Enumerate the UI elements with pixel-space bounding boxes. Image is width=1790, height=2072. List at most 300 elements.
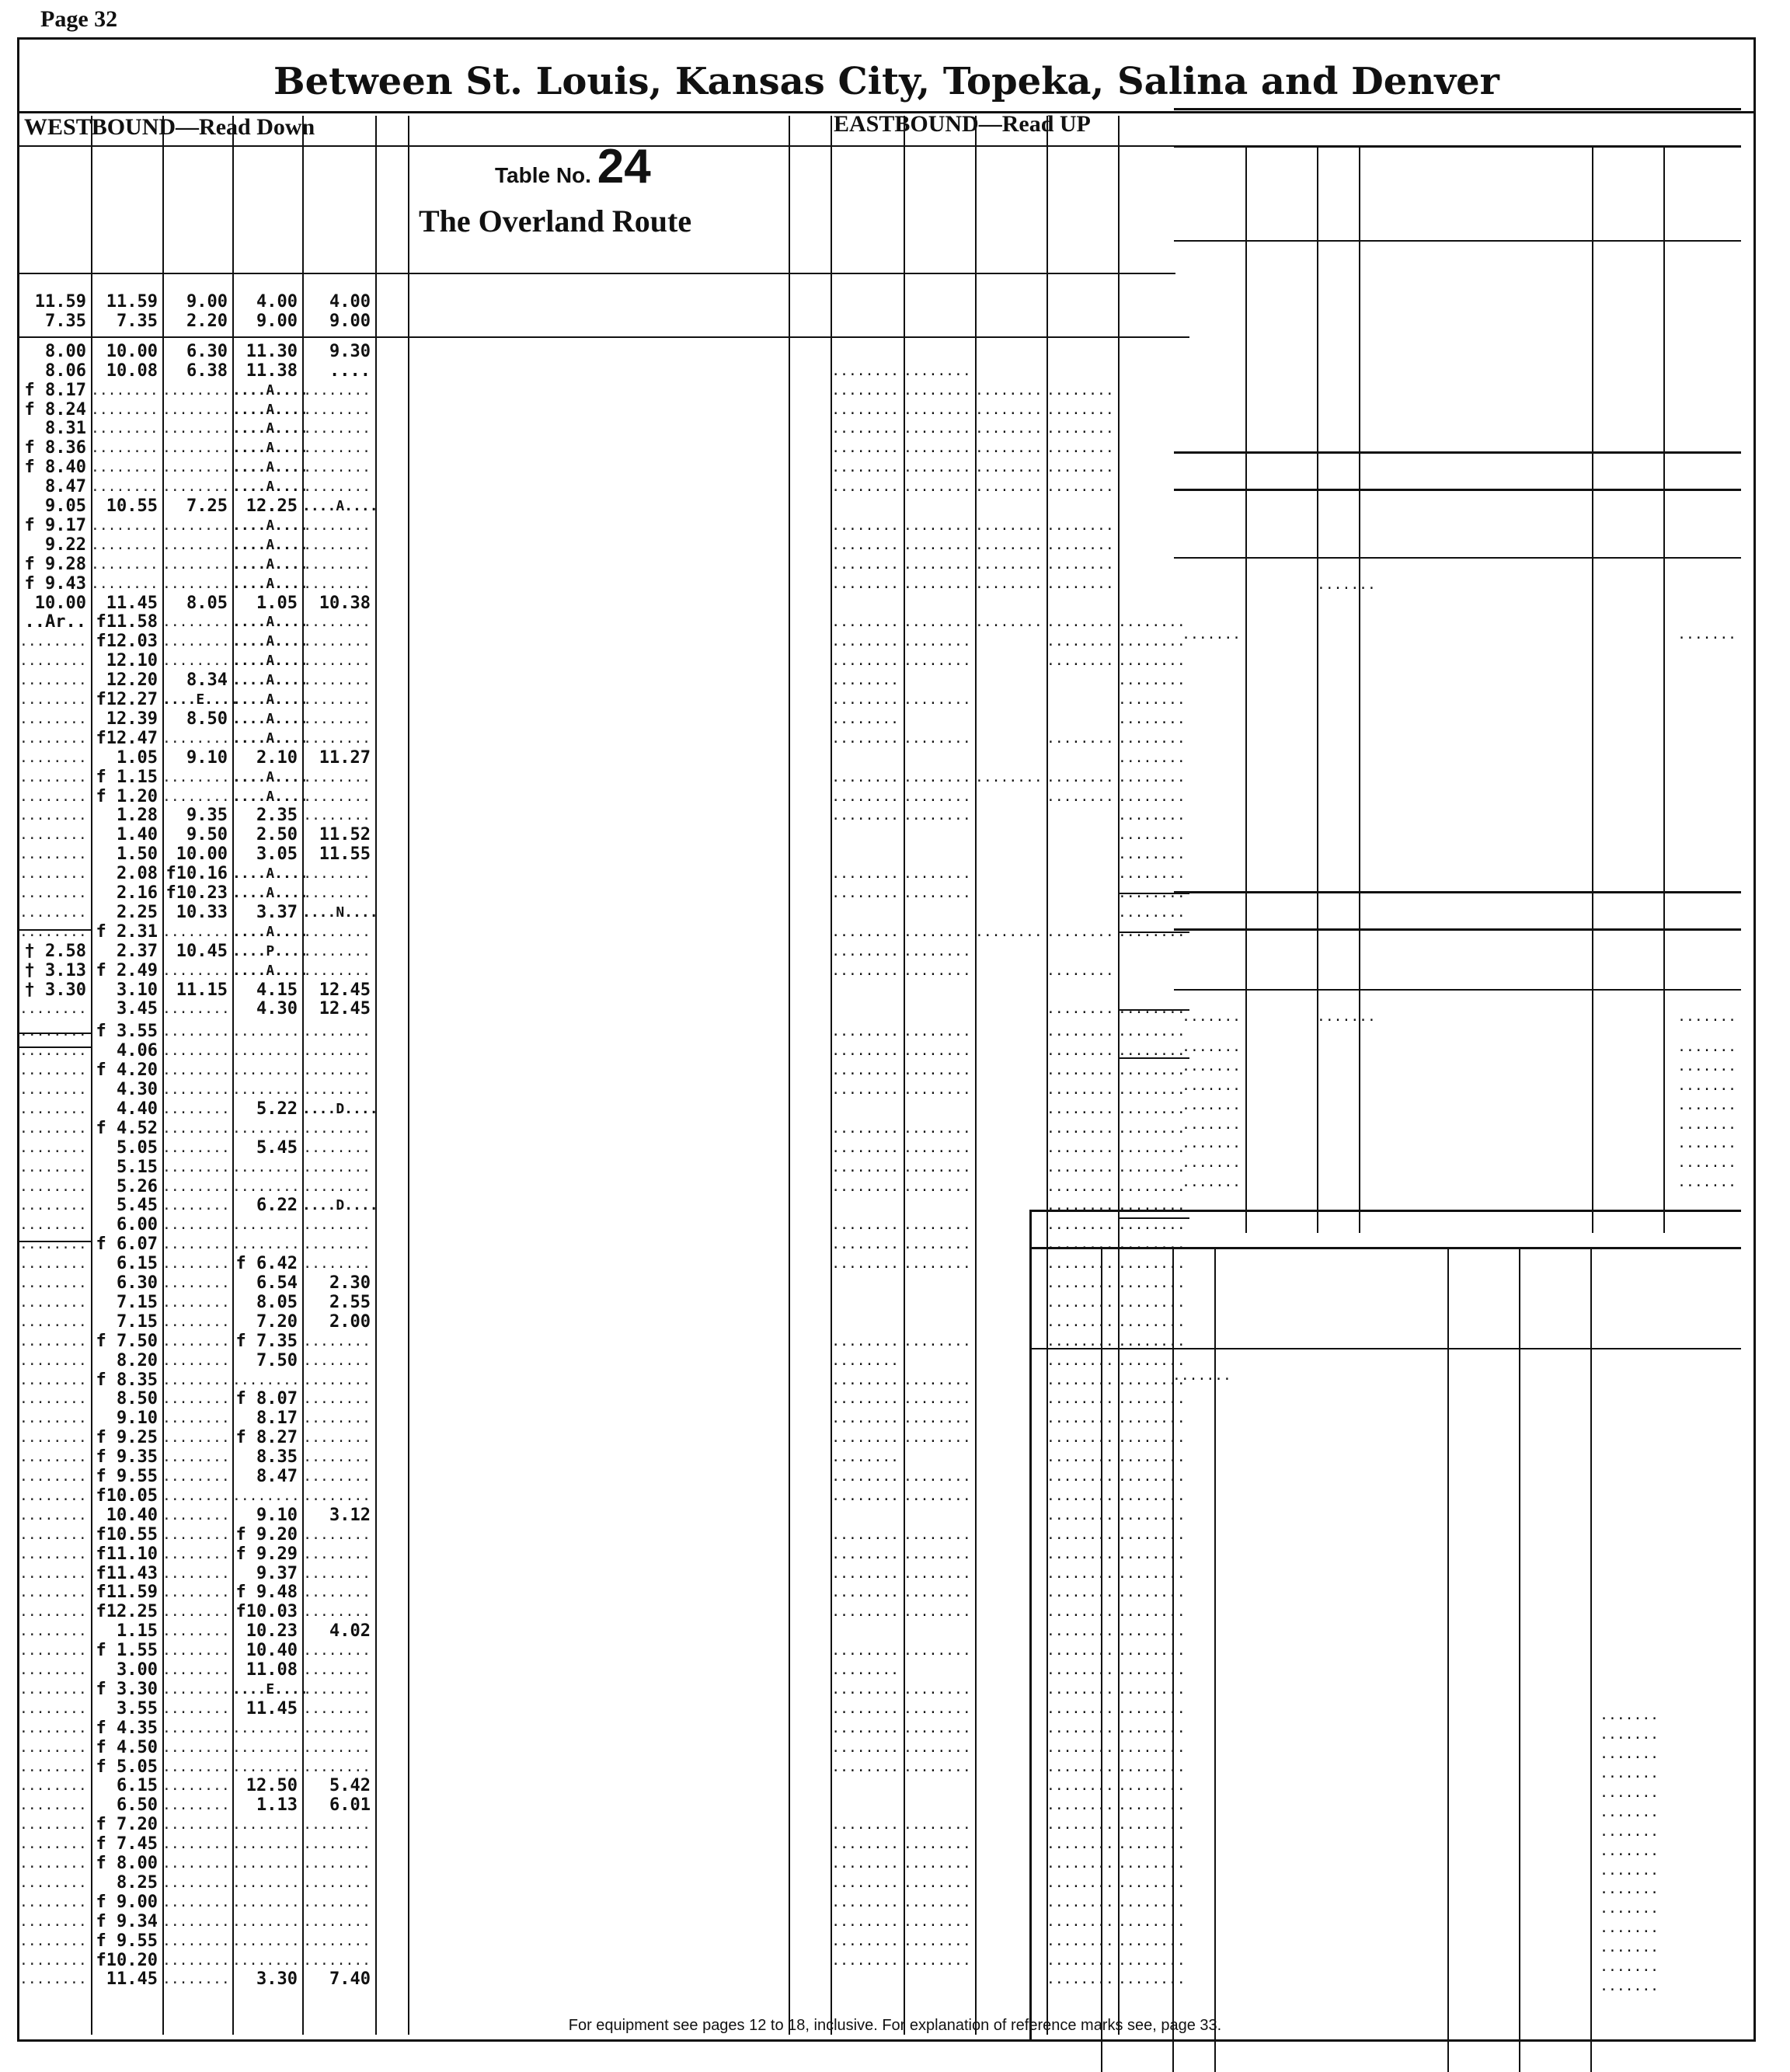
row-t28-9 — [1029, 1551, 1741, 1571]
wb-time: ........ — [303, 1642, 371, 1659]
wb-time: ........ — [232, 1855, 300, 1872]
wb-time: f 9.20 — [235, 1524, 298, 1544]
wb-time: 1.13 — [256, 1795, 298, 1816]
eb-time: ........ — [904, 865, 971, 883]
wb-time: ........ — [303, 1758, 371, 1775]
wb-time: 1.05 — [117, 747, 158, 768]
eb-time: ........ — [904, 517, 971, 534]
wb-time: ........ — [19, 1023, 87, 1040]
wb-time: ........ — [162, 1506, 230, 1524]
eb-time: ........ — [1046, 440, 1114, 457]
t24-row-10 — [19, 497, 1189, 517]
row-t27-8 — [1174, 1173, 1741, 1193]
wb-time: 5.26 — [117, 1176, 158, 1196]
wb-time: ........ — [162, 1294, 230, 1311]
pad: ....... — [1182, 1135, 1241, 1152]
wb-time: ........ — [162, 1158, 230, 1175]
wb-time: ........ — [162, 1468, 230, 1485]
wb-time: ........ — [19, 730, 87, 747]
wb-time: ........ — [303, 653, 371, 670]
t24-row-16 — [19, 613, 1189, 632]
eb-time: ........ — [1118, 1816, 1186, 1833]
side-rule — [19, 1241, 91, 1242]
t24-row-21 — [19, 710, 1189, 730]
t24-row-73 — [19, 1719, 1189, 1739]
wb-time: 1.15 — [117, 1621, 158, 1642]
eb-time: ........ — [1046, 1623, 1114, 1640]
side-rule — [1118, 1217, 1189, 1219]
wb-time: ........ — [303, 1352, 371, 1369]
wb-time: f10.03 — [235, 1602, 298, 1622]
eb-time: ........ — [831, 730, 899, 747]
wb-time: ........ — [232, 1236, 300, 1253]
eb-time: ........ — [831, 1236, 899, 1253]
wb-time: 9.10 — [186, 747, 228, 768]
wb-time: 8.31 — [45, 419, 86, 439]
wb-time: ........ — [162, 440, 230, 457]
t24-row-26 — [19, 806, 1189, 826]
wb-time: ........ — [232, 1043, 300, 1060]
wb-time: ........ — [303, 401, 371, 418]
wb-time: ........ — [162, 575, 230, 592]
wb-time: ........ — [19, 1043, 87, 1060]
row-t28-24 — [1029, 1842, 1741, 1861]
wb-time: f 8.17 — [24, 380, 86, 400]
wb-time: 1.40 — [117, 825, 158, 845]
pad: ....... — [1677, 1154, 1736, 1172]
eb-time: ........ — [831, 1719, 899, 1736]
eb-time: ........ — [904, 1855, 971, 1872]
eb-time: ........ — [975, 420, 1043, 437]
t24-row-3 — [19, 362, 1189, 381]
wb-time: ........ — [303, 1410, 371, 1427]
t24-row-45 — [19, 1178, 1189, 1197]
t24-row-76 — [19, 1777, 1189, 1796]
wb-time: ........ — [303, 1178, 371, 1195]
eb-time: ........ — [975, 479, 1043, 496]
t24-row-74 — [19, 1739, 1189, 1758]
wb-time: ........ — [162, 420, 230, 437]
eb-time: ........ — [831, 459, 899, 476]
t24-row-0 — [19, 293, 1189, 312]
wb-time: ........ — [162, 1855, 230, 1872]
wb-time: ........ — [232, 1158, 300, 1175]
wb-time: ........ — [162, 1526, 230, 1543]
eb-time: ........ — [1118, 1874, 1186, 1891]
wb-time: ........ — [19, 1081, 87, 1098]
t24-row-83 — [19, 1913, 1189, 1932]
wb-time: ........ — [19, 1294, 87, 1311]
eb-time: ........ — [1046, 1410, 1114, 1427]
wb-time: 10.55 — [106, 496, 158, 516]
wb-time: ........ — [19, 923, 87, 940]
t24-row-71 — [19, 1680, 1189, 1700]
row-t25-7 — [1174, 405, 1741, 424]
wb-time: ..Ar.. — [24, 612, 86, 632]
pad: ....... — [1182, 1116, 1241, 1133]
eb-time: ........ — [904, 1680, 971, 1698]
eb-time: ........ — [831, 962, 899, 979]
row-t28-14 — [1029, 1649, 1741, 1668]
eb-time: ........ — [831, 942, 899, 959]
wb-time: ........ — [162, 1797, 230, 1814]
row-t26-8 — [1174, 752, 1741, 771]
time: ....... — [1600, 1842, 1659, 1859]
miles: ....... — [1172, 1367, 1231, 1384]
eb-time: ........ — [904, 1526, 971, 1543]
wb-time: ........ — [162, 1043, 230, 1060]
wb-time: 6.01 — [329, 1795, 371, 1816]
pad: ....... — [1182, 1154, 1241, 1172]
eb-time: ........ — [1118, 1797, 1186, 1814]
wb-time: ........ — [162, 1913, 230, 1930]
wb-time: ....A.... — [302, 498, 378, 514]
eb-time: ........ — [1046, 1662, 1114, 1678]
row-t28-5 — [1029, 1475, 1741, 1494]
wb-time: 4.30 — [256, 999, 298, 1019]
wb-time: ....A.... — [232, 885, 308, 901]
wb-time: ....A.... — [232, 768, 308, 785]
t24-row-81 — [19, 1874, 1189, 1893]
eb-time: ........ — [904, 1062, 971, 1079]
wb-time: 11.45 — [246, 1698, 298, 1719]
wb-time: 10.45 — [176, 941, 228, 961]
wb-time: ........ — [303, 1255, 371, 1273]
eb-time: ........ — [1046, 575, 1114, 592]
wb-time: 8.06 — [45, 360, 86, 381]
wb-time: ........ — [162, 1332, 230, 1349]
row-t26-7 — [1174, 733, 1741, 752]
wb-time: f12.27 — [96, 690, 158, 709]
eb-time: ........ — [904, 788, 971, 805]
wb-time: f 5.05 — [96, 1757, 158, 1777]
eb-time: ........ — [1046, 1604, 1114, 1621]
eb-time: ........ — [904, 1430, 971, 1447]
time: ....... — [1600, 1939, 1659, 1956]
eb-time: ........ — [1046, 962, 1114, 979]
pad: ....... — [1182, 1096, 1241, 1113]
wb-time: 8.50 — [117, 1389, 158, 1409]
wb-time: ........ — [303, 381, 371, 399]
row-t27-1 — [1174, 1038, 1741, 1057]
wb-time: ........ — [303, 1545, 371, 1562]
wb-time: ....A.... — [232, 420, 308, 437]
wb-time: ........ — [162, 1700, 230, 1717]
row-t27-5 — [1174, 1116, 1741, 1135]
wb-time: ........ — [303, 1526, 371, 1543]
wb-time: f 8.27 — [235, 1428, 298, 1448]
wb-time: ....D.... — [302, 1100, 378, 1117]
eb-time: ........ — [831, 672, 899, 689]
row-t28-11 — [1029, 1590, 1741, 1610]
t24-row-29 — [19, 865, 1189, 884]
wb-time: ........ — [91, 555, 158, 573]
row-t26-0 — [1174, 576, 1741, 595]
t24-col-rule — [789, 116, 790, 2035]
eb-time: ........ — [831, 1410, 899, 1427]
eb-time: ........ — [1118, 1739, 1186, 1756]
wb-time: ........ — [91, 517, 158, 534]
eb-time: ........ — [904, 1642, 971, 1659]
row-t25-2 — [1174, 308, 1741, 328]
eb-time: ........ — [1046, 1797, 1114, 1814]
row-t28-30 — [1029, 1958, 1741, 1977]
eb-time: ........ — [1118, 1371, 1186, 1388]
eb-time: ........ — [831, 381, 899, 399]
t24-row-31 — [19, 904, 1189, 923]
eb-time: ........ — [1118, 1893, 1186, 1910]
wb-time: 10.00 — [176, 844, 228, 865]
wb-time: f 6.07 — [96, 1234, 158, 1255]
t24-row-47 — [19, 1216, 1189, 1235]
eb-time: ........ — [1118, 1623, 1186, 1640]
wb-time: ........ — [303, 1023, 371, 1040]
t24-row-8 — [19, 458, 1189, 478]
wb-time: ........ — [19, 1623, 87, 1640]
wb-time: 2.08 — [117, 864, 158, 884]
eb-time: ........ — [831, 401, 899, 418]
row-t26-13 — [1174, 849, 1741, 869]
t24-col-rule — [375, 116, 377, 2035]
wb-time: ........ — [19, 1680, 87, 1698]
wb-time: ........ — [162, 1487, 230, 1504]
wb-time: 7.25 — [186, 496, 228, 516]
wb-time: ........ — [91, 536, 158, 553]
wb-time: f 8.00 — [96, 1854, 158, 1873]
wb-time: ........ — [232, 1932, 300, 1949]
row-t25-8 — [1174, 424, 1741, 444]
eb-time: ........ — [831, 1913, 899, 1930]
wb-time: 11.30 — [246, 341, 298, 361]
eb-time: ........ — [904, 962, 971, 979]
t24-col-rule — [975, 116, 977, 2035]
t24-col-rule — [904, 116, 905, 2035]
row-t28-19 — [1029, 1745, 1741, 1764]
section-top-rule — [1174, 451, 1741, 454]
time: ....... — [1600, 1881, 1659, 1898]
wb-time: 8.34 — [186, 670, 228, 691]
wb-time: 9.10 — [117, 1409, 158, 1429]
wb-time: ........ — [303, 1391, 371, 1408]
eb-time: ........ — [1046, 1197, 1114, 1214]
eb-time: ........ — [831, 555, 899, 573]
eb-time: ........ — [904, 1023, 971, 1040]
row-t26-4 — [1174, 675, 1741, 695]
wb-time: ........ — [162, 1778, 230, 1795]
wb-time: ........ — [162, 517, 230, 534]
t24-row-33 — [19, 942, 1189, 962]
eb-time: ........ — [1046, 1545, 1114, 1562]
row-t26-5 — [1174, 695, 1741, 714]
wb-time: 11.52 — [319, 825, 371, 845]
eb-time: ........ — [831, 1178, 899, 1195]
pad: ....... — [1182, 1057, 1241, 1074]
row-t28-6 — [1029, 1493, 1741, 1513]
eb-time: ........ — [1118, 1120, 1186, 1137]
eb-time: ........ — [1118, 1081, 1186, 1098]
eb-time: ........ — [1118, 1062, 1186, 1079]
eb-time: ........ — [1118, 788, 1186, 805]
wb-time: ........ — [303, 555, 371, 573]
eb-time: ........ — [1046, 1584, 1114, 1601]
wb-time: ........ — [232, 1062, 300, 1079]
side-rule — [1118, 932, 1189, 933]
wb-time: ........ — [303, 1565, 371, 1582]
row-t27-3 — [1174, 1077, 1741, 1096]
eb-time: ........ — [1118, 827, 1186, 844]
t24-row-82 — [19, 1893, 1189, 1913]
t24-row-52 — [19, 1313, 1189, 1332]
wb-time: ........ — [162, 768, 230, 785]
eb-time: ........ — [1118, 1971, 1186, 1988]
eb-time: ........ — [1046, 1526, 1114, 1543]
wb-time: 4.00 — [329, 292, 371, 312]
wb-time: ........ — [162, 1971, 230, 1988]
eb-time: ........ — [831, 440, 899, 457]
miles: ....... — [1317, 576, 1376, 593]
t24-row-43 — [19, 1139, 1189, 1158]
t24-row-59 — [19, 1448, 1189, 1468]
wb-time: ........ — [162, 1313, 230, 1330]
eb-time: ........ — [904, 420, 971, 437]
eb-time: ........ — [1118, 1352, 1186, 1369]
wb-time: ........ — [303, 691, 371, 708]
eb-time: ........ — [1046, 1565, 1114, 1582]
t24-row-51 — [19, 1294, 1189, 1313]
wb-time: ........ — [19, 1816, 87, 1833]
t24-col-rule — [408, 116, 409, 2035]
eb-time: ........ — [1118, 1332, 1186, 1349]
wb-time: ........ — [19, 768, 87, 785]
wb-time: 3.12 — [329, 1505, 371, 1525]
row-t26-3 — [1174, 656, 1741, 675]
wb-time: ........ — [303, 865, 371, 883]
t24-row-58 — [19, 1429, 1189, 1448]
eb-time: ........ — [904, 1120, 971, 1137]
wb-time: 9.10 — [256, 1505, 298, 1525]
time: ....... — [1600, 1823, 1659, 1840]
eb-time: ........ — [975, 440, 1043, 457]
eb-time: ........ — [904, 1739, 971, 1756]
time: ....... — [1182, 625, 1241, 642]
eb-time: ........ — [831, 1932, 899, 1949]
wb-time: ....A.... — [232, 691, 308, 708]
wb-time: 2.37 — [117, 941, 158, 961]
wb-time: ........ — [19, 1371, 87, 1388]
t24-row-39 — [19, 1061, 1189, 1081]
row-t28-1 — [1029, 1397, 1741, 1416]
wb-time: ........ — [303, 1662, 371, 1678]
t24-row-13 — [19, 555, 1189, 575]
pad: ....... — [1677, 1057, 1736, 1074]
wb-time: f10.16 — [165, 864, 228, 884]
wb-time: ........ — [162, 730, 230, 747]
eb-time: ........ — [904, 459, 971, 476]
wb-time: 2.16 — [117, 883, 158, 903]
eb-time: ........ — [1118, 1023, 1186, 1040]
pad: ....... — [1182, 1008, 1241, 1025]
eb-time: ........ — [975, 381, 1043, 399]
t24-row-70 — [19, 1661, 1189, 1680]
wb-time: ........ — [19, 1932, 87, 1949]
eb-time: ........ — [831, 691, 899, 708]
wb-time: 4.00 — [256, 292, 298, 312]
row-t28-15 — [1029, 1668, 1741, 1687]
wb-time: ........ — [162, 1952, 230, 1969]
row-t28-10 — [1029, 1571, 1741, 1590]
row-t28-12 — [1029, 1610, 1741, 1629]
wb-time: 10.08 — [106, 360, 158, 381]
wb-time: ........ — [232, 1178, 300, 1195]
wb-time: ........ — [162, 923, 230, 940]
t24-section-rule — [19, 336, 1189, 338]
eb-time: ........ — [1046, 1700, 1114, 1717]
eb-time: ........ — [1118, 1565, 1186, 1582]
wb-time: ........ — [162, 1255, 230, 1273]
wb-time: ........ — [162, 1545, 230, 1562]
eb-time: ........ — [1046, 633, 1114, 650]
t24-row-35 — [19, 981, 1189, 1001]
eb-time: ........ — [1046, 1855, 1114, 1872]
eb-time: ........ — [1118, 1294, 1186, 1311]
wb-time: 1.05 — [256, 593, 298, 613]
wb-time: ........ — [303, 1043, 371, 1060]
eb-time: ........ — [1046, 479, 1114, 496]
wb-time: ........ — [19, 904, 87, 921]
side-rule — [1118, 1009, 1189, 1011]
wb-time: 4.02 — [329, 1621, 371, 1642]
wb-time: ....A.... — [232, 710, 308, 727]
wb-time: 6.30 — [186, 341, 228, 361]
wb-time: ........ — [19, 1584, 87, 1601]
t24-row-66 — [19, 1583, 1189, 1603]
wb-time: f 3.30 — [96, 1679, 158, 1699]
t24-row-11 — [19, 517, 1189, 536]
wb-time: 2.30 — [329, 1273, 371, 1293]
header-bottom-rule — [1174, 989, 1741, 991]
eb-time: ........ — [1046, 459, 1114, 476]
t24-col-rule — [232, 116, 234, 2035]
t24-row-46 — [19, 1196, 1189, 1216]
eb-time: ........ — [1118, 1913, 1186, 1930]
t24-row-84 — [19, 1932, 1189, 1952]
wb-time: f 7.20 — [96, 1815, 158, 1835]
wb-time: f12.47 — [96, 728, 158, 748]
wb-time: ........ — [162, 1893, 230, 1910]
row-t26-9 — [1174, 771, 1741, 791]
t24-row-19 — [19, 671, 1189, 691]
eb-time: ........ — [1118, 1468, 1186, 1485]
time: ....... — [1600, 1707, 1659, 1724]
wb-time: 8.25 — [117, 1872, 158, 1893]
wb-time: ........ — [162, 1565, 230, 1582]
wb-time: ........ — [303, 1236, 371, 1253]
wb-time: ........ — [19, 1952, 87, 1969]
eb-time: ........ — [1046, 1952, 1114, 1969]
wb-time: ........ — [19, 1217, 87, 1234]
wb-time: ........ — [303, 1719, 371, 1736]
pad: ....... — [1677, 1038, 1736, 1055]
eb-time: ........ — [1046, 1430, 1114, 1447]
eb-time: ........ — [1046, 653, 1114, 670]
eb-time: ........ — [831, 1217, 899, 1234]
eb-time: ........ — [1046, 381, 1114, 399]
wb-time: ....A.... — [232, 517, 308, 534]
wb-time: 2.55 — [329, 1292, 371, 1312]
wb-time: ........ — [19, 1719, 87, 1736]
t24-row-77 — [19, 1796, 1189, 1816]
eb-time: ........ — [904, 1893, 971, 1910]
